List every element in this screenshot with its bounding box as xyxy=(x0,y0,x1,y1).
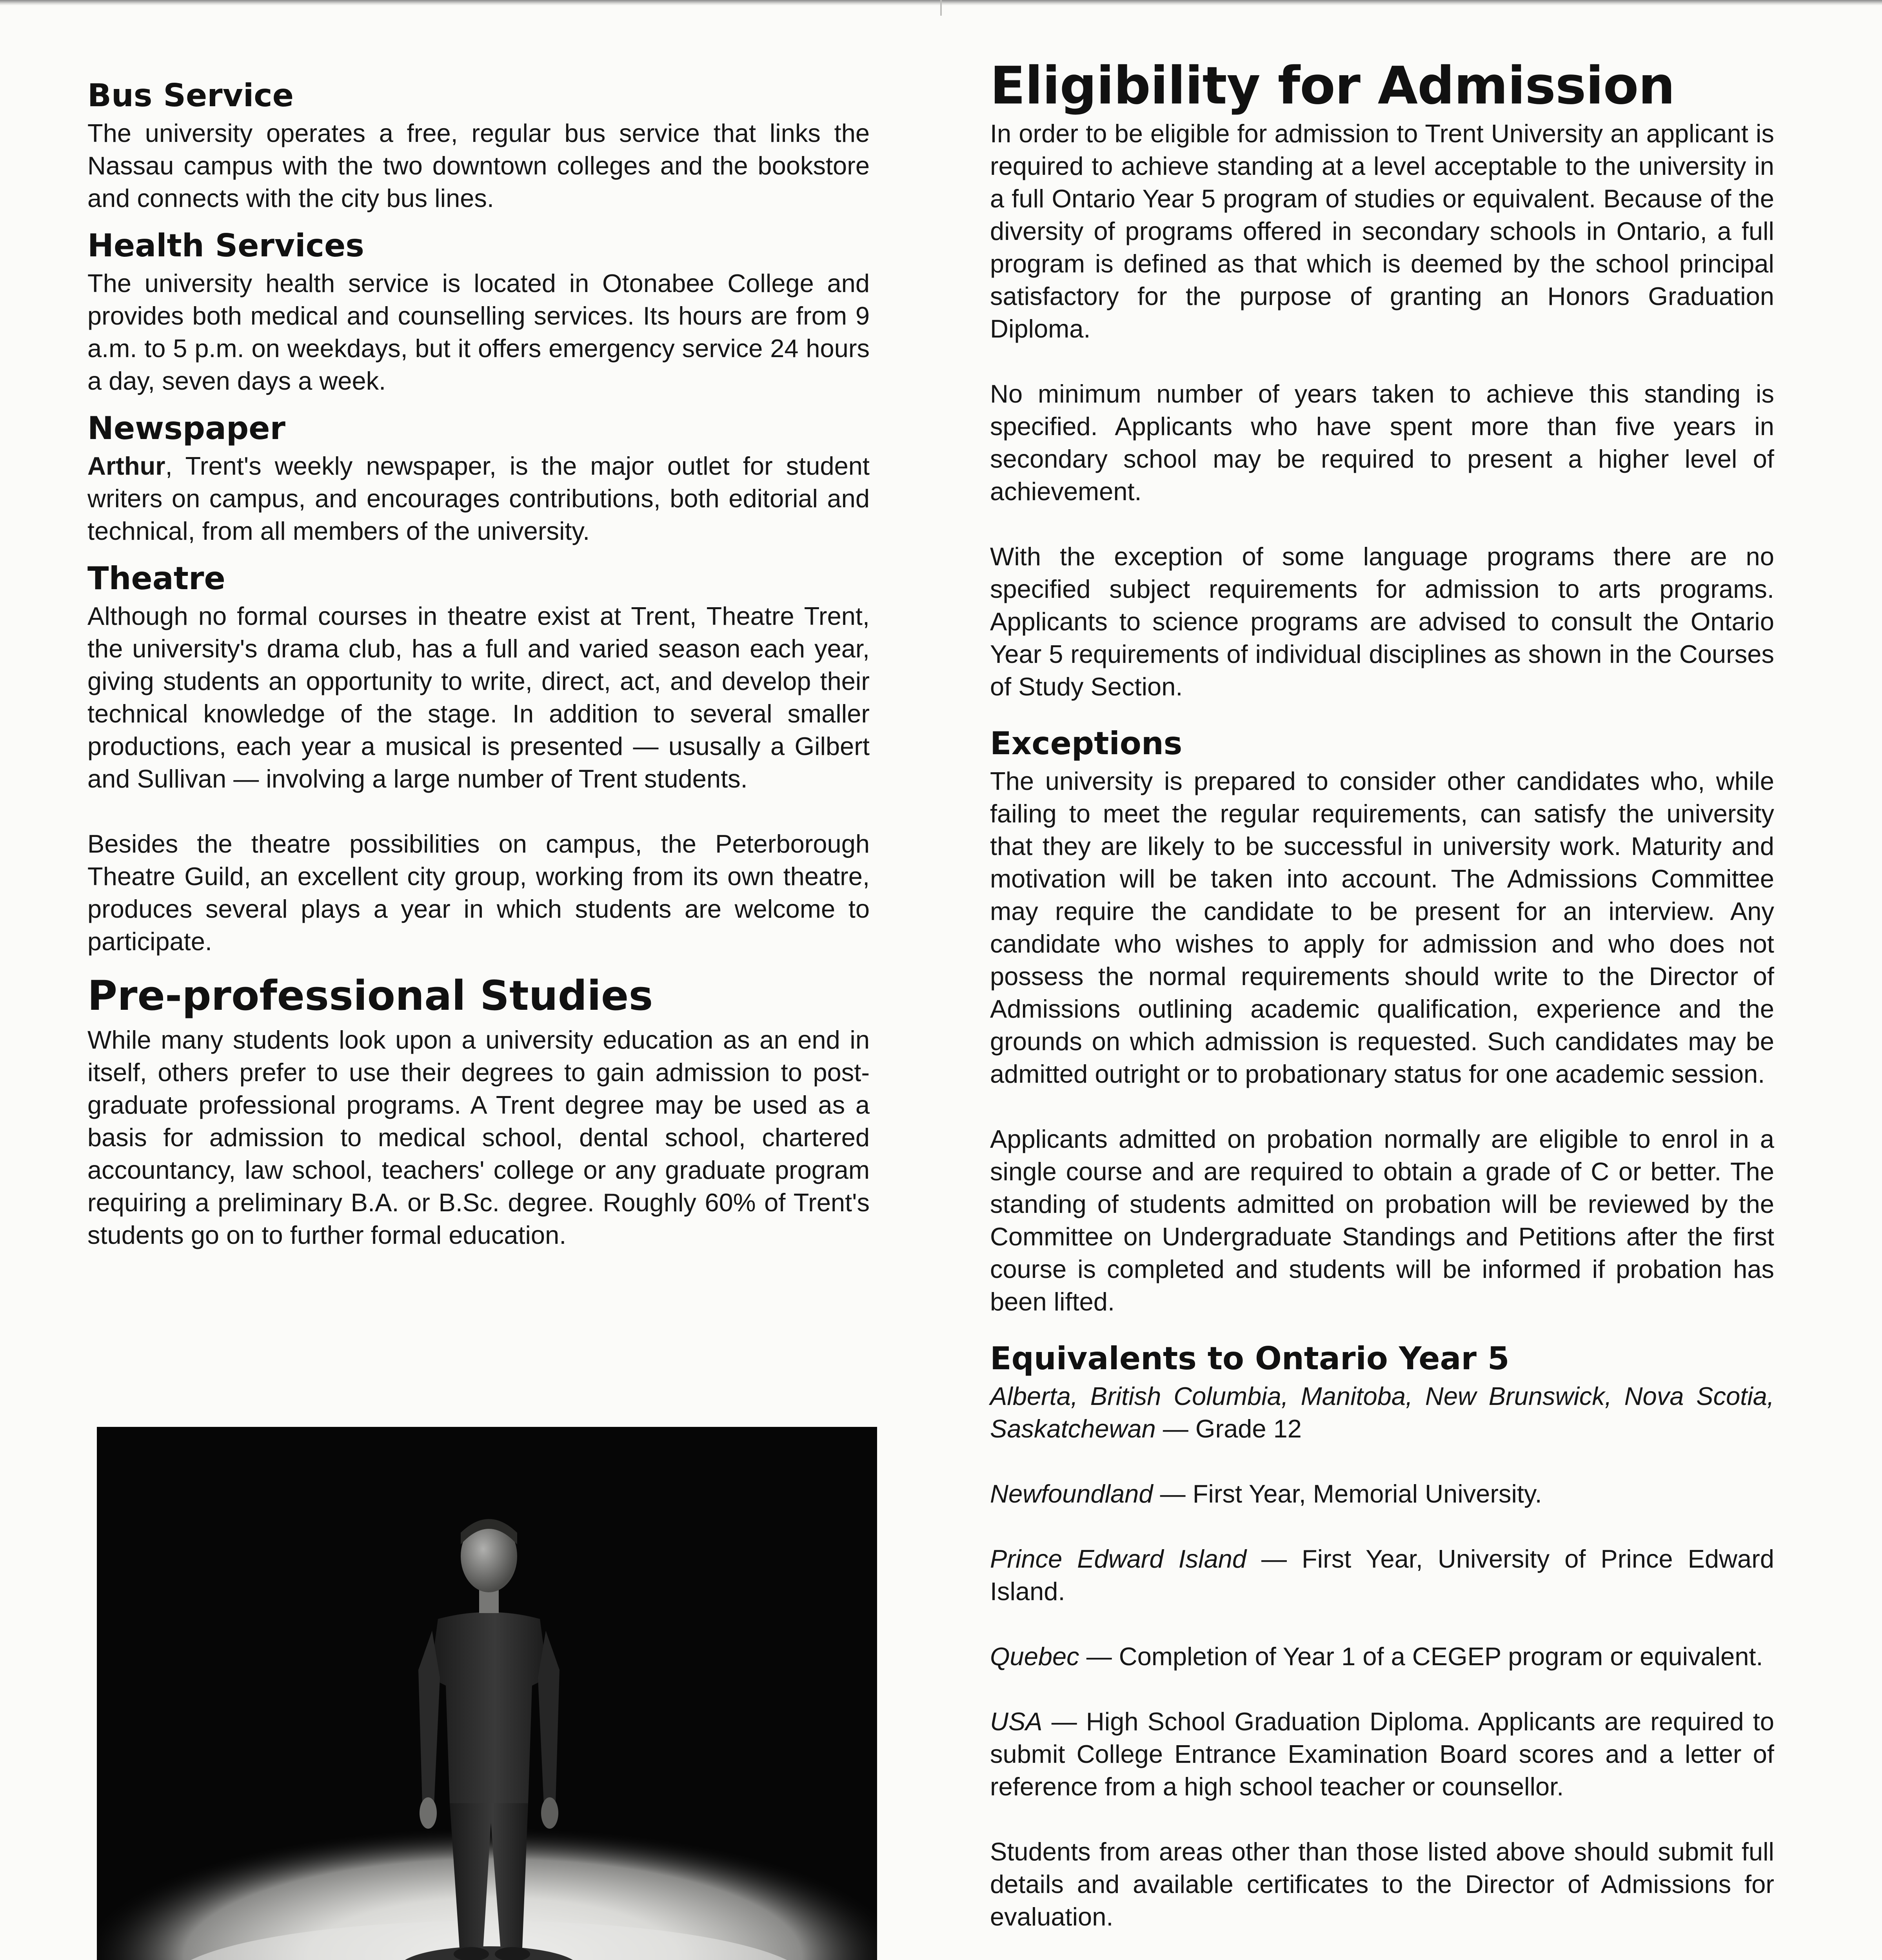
eligibility-paragraph-2: No minimum number of years taken to achieve this standing is specified. Applicants who have spent more than five years in secondary school may be required to present a higher level of achievement. xyxy=(990,379,1774,506)
page-fold xyxy=(940,0,942,16)
eligibility-section xyxy=(990,56,1774,703)
equivalent-text: — Grade 12 xyxy=(1155,1414,1302,1443)
preprofessional-heading: Pre-professional Studies xyxy=(87,972,653,1020)
exceptions-heading: Exceptions xyxy=(990,725,1183,762)
performer-on-stage-image xyxy=(97,1427,877,1960)
equivalents-closing: Students from areas other than those listed above should submit full details and available certificates to the Director of Admissions for evaluation. xyxy=(990,1837,1774,1931)
eligibility-heading: Eligibility for Admission xyxy=(990,56,1675,116)
newspaper-text: , Trent's weekly newspaper, is the major outlet for student writers on campus, and encourages contributions, both editorial and technical, from all members of the university. xyxy=(87,452,870,545)
health-services-heading: Health Services xyxy=(87,227,364,264)
equivalents-section xyxy=(990,1341,1774,1933)
equivalent-text: — Completion of Year 1 of a CEGEP program or equivalent. xyxy=(1079,1642,1763,1671)
equivalent-item xyxy=(990,1477,1774,1510)
equivalent-region: Newfoundland xyxy=(990,1479,1153,1508)
newspaper-title: Arthur xyxy=(87,452,165,480)
equivalent-text: — First Year, University of Prince Edward Island. xyxy=(990,1544,1774,1606)
health-services-section xyxy=(87,229,870,397)
bus-service-heading: Bus Service xyxy=(87,77,294,114)
exceptions-paragraph-2: Applicants admitted on probation normally are eligible to enrol in a single course and are required to obtain a grade of C or better. The standing of students admitted on probation will be reviewed by the Committee on Undergraduate Standings and Petitions after the first course is completed and students will be informed if probation has been lifted. xyxy=(990,1124,1774,1316)
equivalent-region: Quebec xyxy=(990,1642,1079,1671)
health-services-body: The university health service is located in Otonabee College and provides both medical and counselling services. Its hours are from 9 a.m. to 5 p.m. on weekdays, but it offers emergency service 24 hours a day, seven days a week. xyxy=(87,269,870,395)
equivalent-text: — First Year, Memorial University. xyxy=(1153,1479,1542,1508)
newspaper-section xyxy=(87,411,870,547)
preprofessional-body: While many students look upon a university education as an end in itself, others prefer to use their degrees to gain admission to post-graduate professional programs. A Trent degree may be used as a basis for admission to medical school, dental school, chartered accountancy, law school, teachers' college or any graduate program requiring a preliminary B.A. or B.Sc. degree. Roughly 60% of Trent's students go on to further formal education. xyxy=(87,1025,870,1250)
newspaper-heading: Newspaper xyxy=(87,410,285,446)
eligibility-paragraph-1: In order to be eligible for admission to Trent University an applicant is required to achieve standing at a level acceptable to the university in a full Ontario Year 5 program of studies or equivalent. Because of the diversity of programs offered in secondary schools in Ontario, a full program is defined as that which is deemed by the school principal satisfactory for the purpose of granting an Honors Graduation Diploma. xyxy=(990,119,1774,343)
equivalent-region: Alberta, British Columbia, Manitoba, New Brunswick, Nova Scotia, Saskatchewan xyxy=(990,1381,1774,1443)
equivalent-region: Prince Edward Island xyxy=(990,1544,1247,1573)
equivalent-item xyxy=(990,1543,1774,1608)
equivalent-region: USA xyxy=(990,1707,1043,1736)
equivalent-text: — High School Graduation Diploma. Applicants are required to submit College Entrance Examination Board scores and a letter of reference from a high school teacher or counsellor. xyxy=(990,1707,1774,1801)
newspaper-body xyxy=(87,450,870,547)
exceptions-section xyxy=(990,726,1774,1318)
right-column xyxy=(990,56,1774,1947)
equivalent-item xyxy=(990,1640,1774,1673)
theatre-section xyxy=(87,561,870,958)
preprofessional-section xyxy=(87,973,870,1251)
bus-service-section xyxy=(87,78,870,214)
theatre-paragraph-1: Although no formal courses in theatre exist at Trent, Theatre Trent, the university's drama club, has a full and varied season each year, giving students an opportunity to write, direct, act, and develop their technical knowledge of the stage. In addition to several smaller productions, each year a musical is presented — ususally a Gilbert and Sullivan — involving a large number of Trent students. xyxy=(87,602,870,793)
left-column xyxy=(87,71,870,1265)
exceptions-paragraph-1: The university is prepared to consider other candidates who, while failing to meet the regular requirements, can satisfy the university that they are likely to be successful in university work. Maturity and motivation will be taken into account. The Admissions Committee may require the candidate to be present for an interview. Any candidate who wishes to apply for admission and who does not possess the normal requirements should write to the Director of Admissions outlining academic qualification, experience and the grounds on which admission is requested. Such candidates may be admitted outright or to probationary status for one academic session. xyxy=(990,766,1774,1088)
equivalent-item xyxy=(990,1705,1774,1803)
equivalent-item xyxy=(990,1380,1774,1445)
theatre-photo xyxy=(97,1427,877,1960)
bus-service-body: The university operates a free, regular bus service that links the Nassau campus with the two downtown colleges and the bookstore and connects with the city bus lines. xyxy=(87,119,870,212)
eligibility-paragraph-3: With the exception of some language programs there are no specified subject requirements for admission to arts programs. Applicants to science programs are advised to consult the Ontario Year 5 requirements of individual disciplines as shown in the Courses of Study Section. xyxy=(990,542,1774,701)
theatre-paragraph-2: Besides the theatre possibilities on campus, the Peterborough Theatre Guild, an excellent city group, working from its own theatre, produces several plays a year in which students are welcome to participate. xyxy=(87,829,870,956)
theatre-heading: Theatre xyxy=(87,560,225,597)
equivalents-heading: Equivalents to Ontario Year 5 xyxy=(990,1340,1510,1377)
